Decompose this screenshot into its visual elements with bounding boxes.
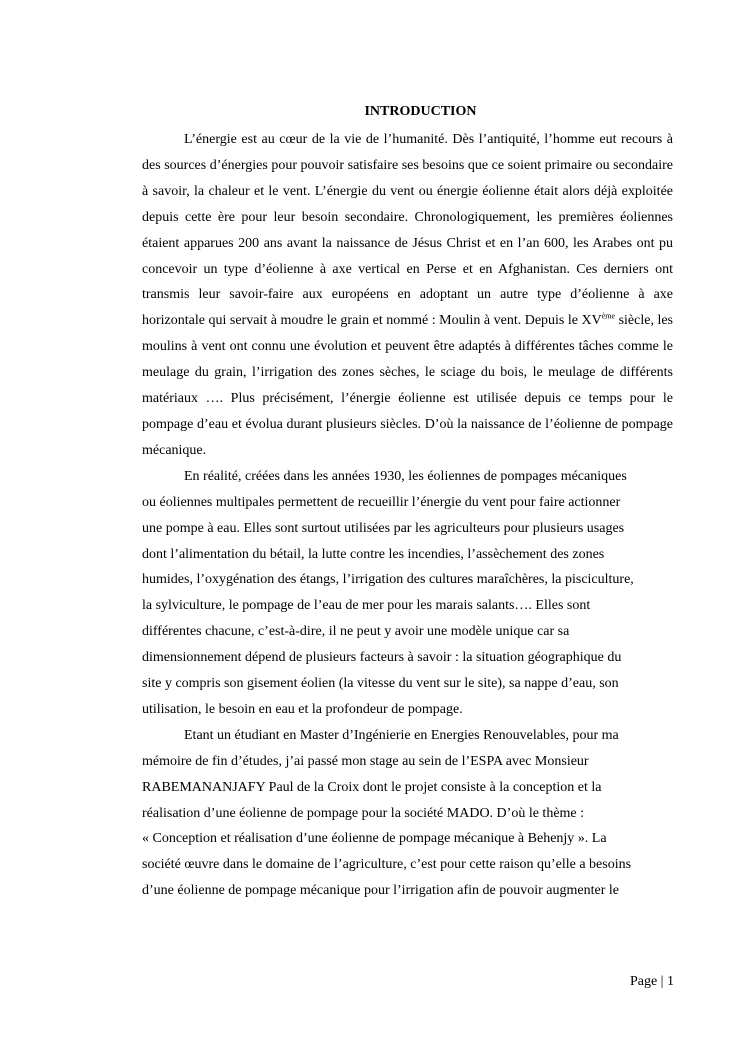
paragraph-2-line: utilisation, le besoin en eau et la profondeur de pompage. bbox=[142, 701, 463, 717]
paragraph-2-line: dont l’alimentation du bétail, la lutte contre les incendies, l’assèchement des zones bbox=[142, 546, 605, 562]
paragraph-1-text-start: L’énergie est au cœur de la vie de l’humanité. Dès l’antiquité, l’homme eut recours à des sources d’énergies pour pouvoir satisfaire ses besoins que ce soient primaire ou secondaire à savoir, la chaleur et le vent. L’énergie du vent ou énergie éolienne était alors déjà exploitée depuis cette ère pour leur besoin secondaire. Chronologiquement, les premières éoliennes étaient apparues 200 ans avant la naissance de Jésus Christ et en l’an 600, les Arabes ont pu concevoir un type d’éolienne à axe vertical en Perse et en Afghanistan. Ces derniers ont transmis leur savoir-faire aux européens en adoptant un autre type d’éolienne à axe horizontale qui servait à moudre le grain et nommé : Moulin à vent. Depuis le XV bbox=[142, 132, 673, 329]
paragraph-1-text-end: siècle, les moulins à vent ont connu une évolution et peuvent être adaptés à différentes tâches comme le meulage du grain, l’irrigation des zones sèches, le sciage du bois, le meulage de différents matériaux …. Plus précisément, l’énergie éolienne est utilisée depuis ce temps pour le pompage d’eau et évolua durant plusieurs siècles. D’où la naissance de l’éolienne de pompage mécanique. bbox=[142, 313, 674, 458]
paragraph-1 bbox=[142, 127, 673, 464]
paragraph-3-line: « Conception et réalisation d’une éolienne de pompage mécanique à Behenjy ». La bbox=[142, 831, 607, 847]
paragraph-3 bbox=[142, 723, 673, 904]
paragraph-3-line: société œuvre dans le domaine de l’agriculture, c’est pour cette raison qu’elle a besoins bbox=[142, 857, 632, 873]
document-title: INTRODUCTION bbox=[364, 104, 477, 119]
paragraph-2-line: site y compris son gisement éolien (la vitesse du vent sur le site), sa nappe d’eau, son bbox=[142, 676, 619, 692]
paragraph-2-line: humides, l’oxygénation des étangs, l’irrigation des cultures maraîchères, la pisciculture, bbox=[142, 572, 634, 588]
paragraph-2 bbox=[142, 464, 673, 723]
paragraph-2-line: ou éoliennes multipales permettent de recueillir l’énergie du vent pour faire actionner bbox=[142, 494, 621, 510]
paragraph-2-line: différentes chacune, c’est-à-dire, il ne peut y avoir une modèle unique car sa bbox=[142, 624, 570, 640]
paragraph-2-line: dimensionnement dépend de plusieurs facteurs à savoir : la situation géographique du bbox=[142, 650, 622, 666]
paragraph-2-line: la sylviculture, le pompage de l’eau de mer pour les marais salants…. Elles sont bbox=[142, 598, 591, 614]
paragraph-3-line: RABEMANANJAFY Paul de la Croix dont le projet consiste à la conception et la bbox=[142, 779, 602, 795]
paragraph-3-line: réalisation d’une éolienne de pompage pour la société MADO. D’où le thème : bbox=[142, 805, 585, 821]
paragraph-3-line: d’une éolienne de pompage mécanique pour l’irrigation afin de pouvoir augmenter le bbox=[142, 883, 619, 899]
paragraph-2-line: En réalité, créées dans les années 1930, les éoliennes de pompages mécaniques bbox=[184, 468, 627, 484]
paragraph-3-line: Etant un étudiant en Master d’Ingénierie en Energies Renouvelables, pour ma bbox=[184, 727, 619, 743]
paragraph-2-line: une pompe à eau. Elles sont surtout utilisées par les agriculteurs pour plusieurs usages bbox=[142, 520, 625, 536]
superscript-eme: ème bbox=[601, 311, 616, 321]
page-number-footer: Page | 1 bbox=[629, 974, 674, 989]
document-page bbox=[142, 103, 673, 904]
paragraph-3-line: mémoire de fin d’études, j’ai passé mon stage au sein de l’ESPA avec Monsieur bbox=[142, 753, 589, 769]
